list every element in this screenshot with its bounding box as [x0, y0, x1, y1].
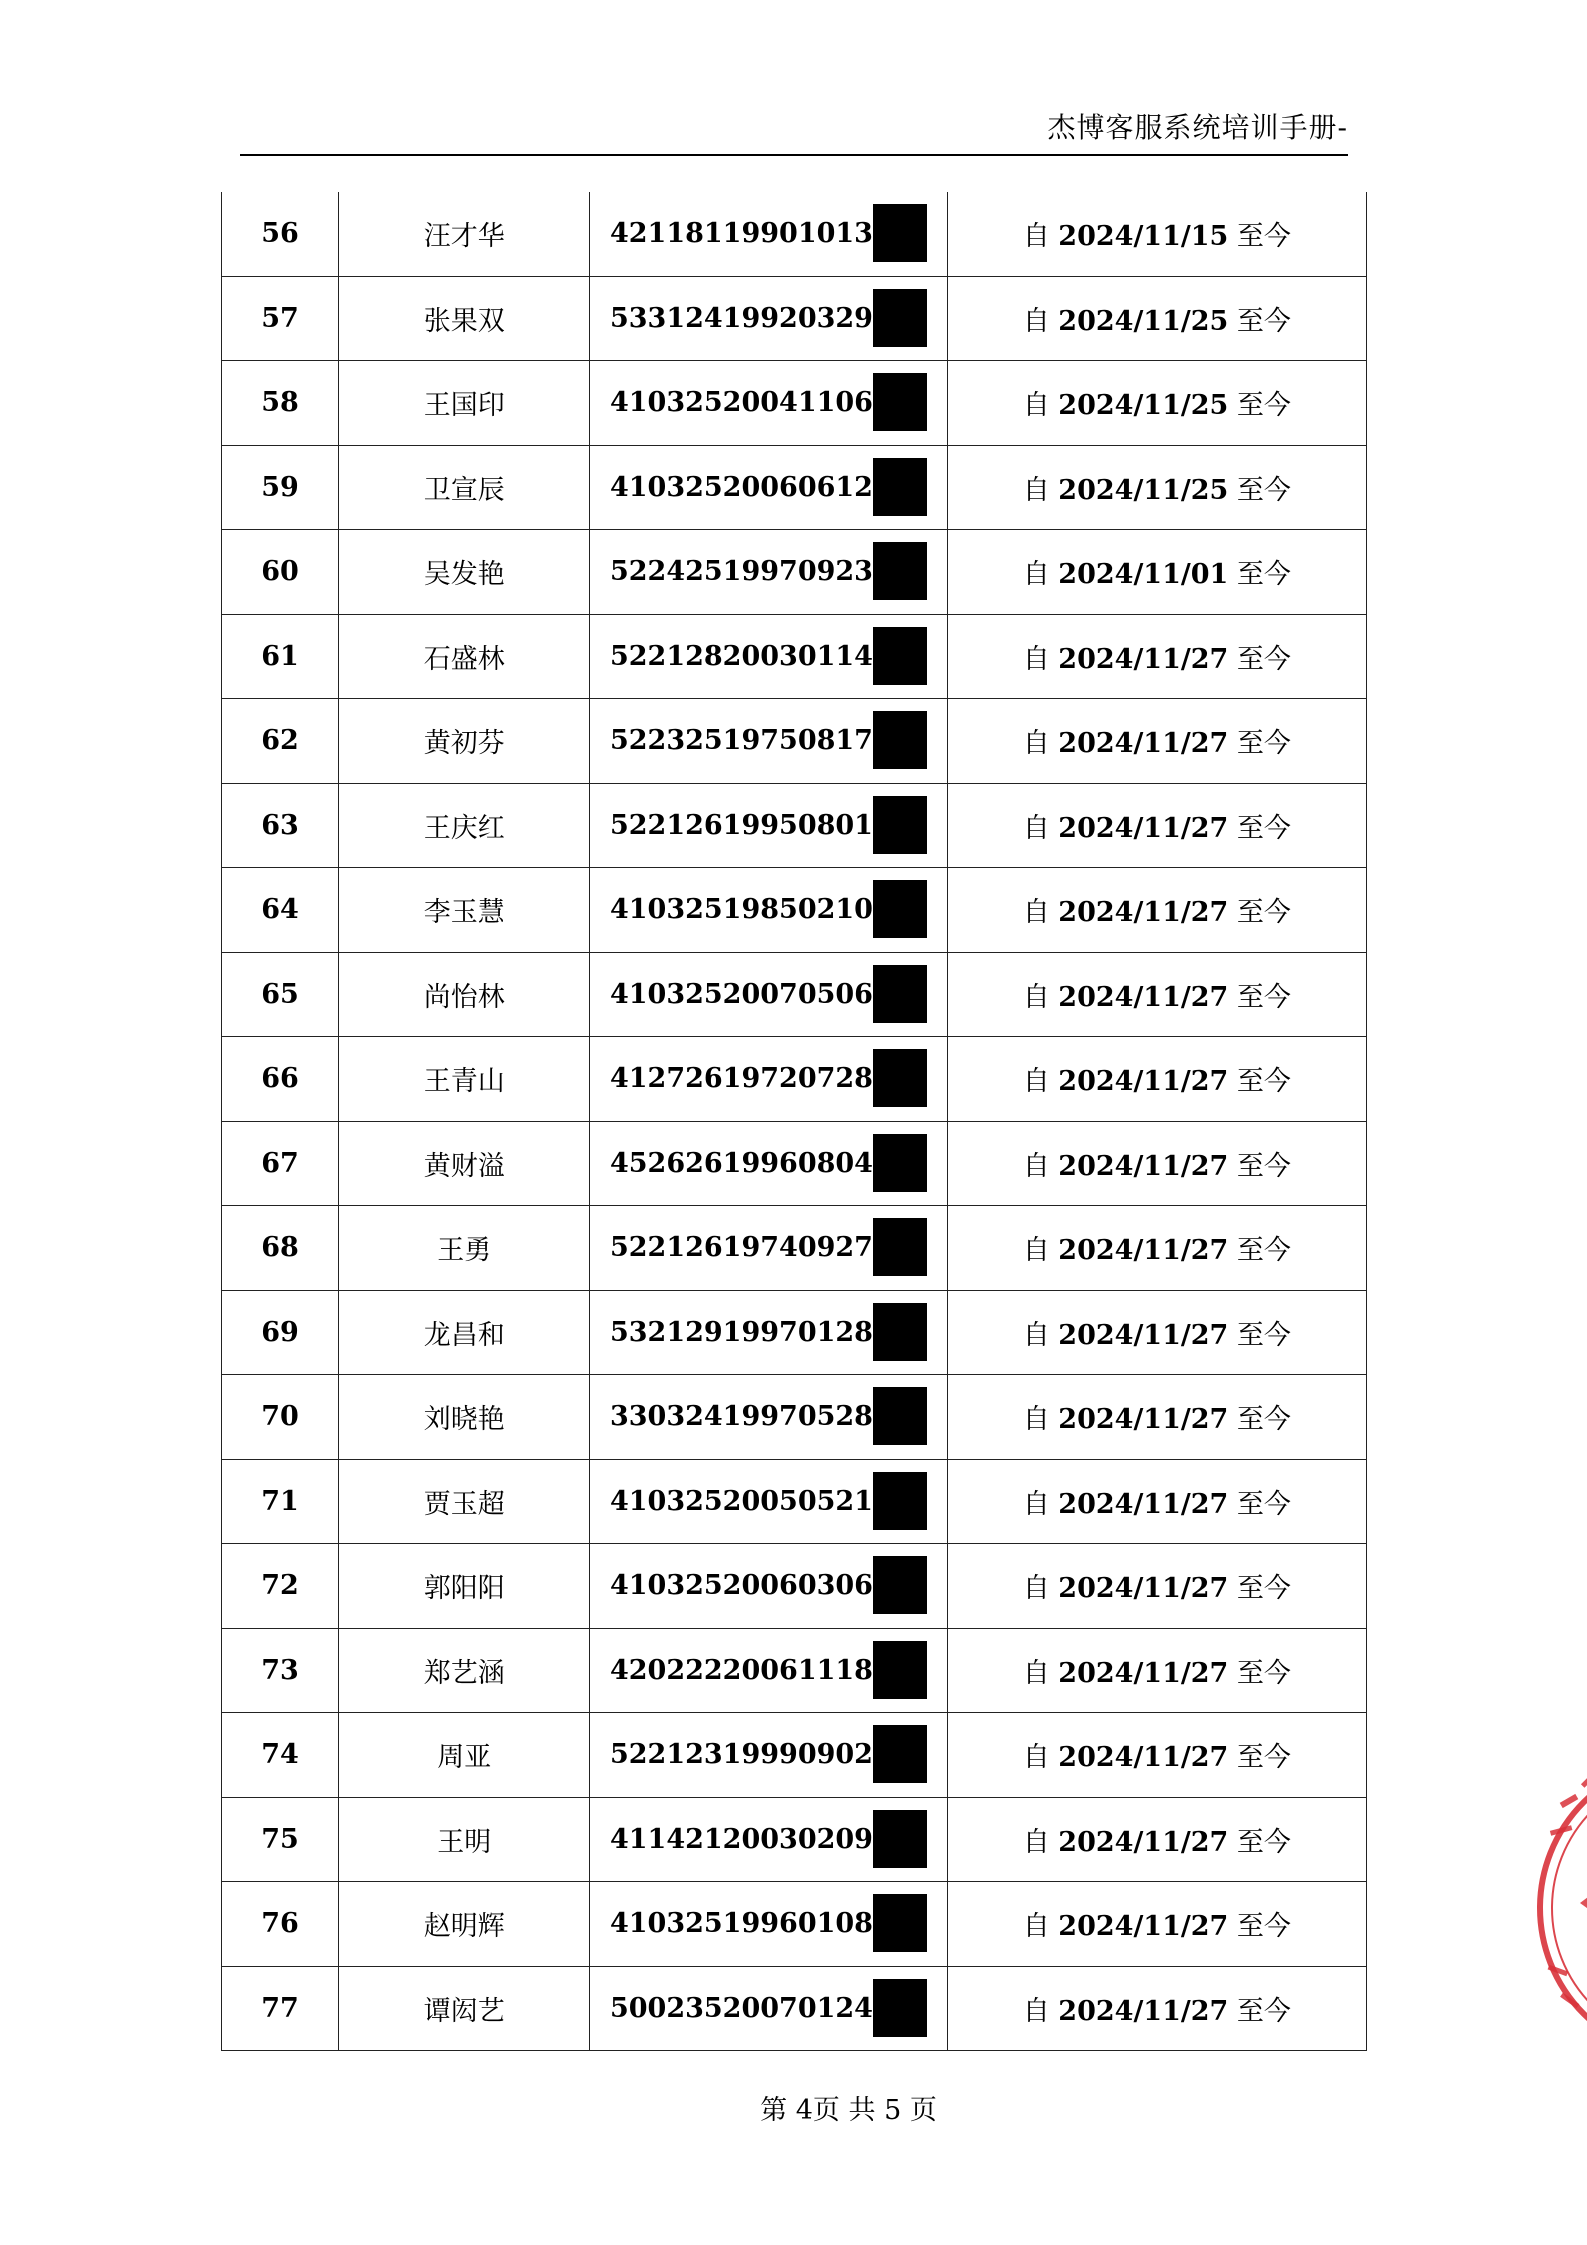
table-row: [222, 1206, 1367, 1291]
date-suffix: 至今: [1236, 1742, 1291, 1774]
row-number: 63: [222, 783, 339, 868]
date-suffix: 至今: [1236, 812, 1291, 844]
id-number-cell: [590, 530, 947, 615]
header-title: 杰博客服系统培训手册-: [1047, 111, 1348, 144]
employment-period: [947, 1375, 1366, 1460]
id-number-wrapper: [610, 1063, 927, 1094]
date-suffix: 至今: [1236, 1488, 1291, 1520]
employment-period: [947, 614, 1366, 699]
table-row: [222, 445, 1367, 530]
id-number-cell: [590, 1206, 947, 1291]
redaction-block: [873, 965, 927, 1023]
id-number-text: 52212820030114: [609, 640, 873, 672]
employment-period: [947, 1713, 1366, 1798]
id-number-wrapper: [610, 303, 927, 334]
start-date: 2024/11/27: [1058, 1150, 1229, 1182]
id-number-text: 41142120030209: [609, 1823, 873, 1855]
id-number-wrapper: [610, 1824, 927, 1855]
date-suffix: 至今: [1236, 981, 1291, 1013]
date-suffix: 至今: [1236, 1911, 1291, 1943]
redaction-block: [873, 1303, 927, 1361]
redaction-block: [873, 1810, 927, 1868]
redaction-block: [873, 1556, 927, 1614]
id-number-wrapper: [610, 387, 927, 418]
date-suffix: 至今: [1236, 221, 1291, 253]
start-date: 2024/11/27: [1058, 1657, 1229, 1689]
start-date: 2024/11/15: [1058, 221, 1229, 253]
employee-name: 李玉慧: [339, 868, 590, 953]
row-number: 60: [222, 530, 339, 615]
employee-name: 王青山: [339, 1037, 590, 1122]
employment-period: [947, 530, 1366, 615]
id-number-cell: [590, 1459, 947, 1544]
id-number-text: 52212319990902: [609, 1739, 873, 1771]
employment-period: [947, 192, 1366, 276]
table-row: [222, 1966, 1367, 2051]
row-number: 70: [222, 1375, 339, 1460]
date-suffix: 至今: [1236, 728, 1291, 760]
date-suffix: 至今: [1236, 1235, 1291, 1267]
date-suffix: 至今: [1236, 390, 1291, 422]
employment-period: [947, 699, 1366, 784]
id-number-text: 45262619960804: [609, 1147, 873, 1179]
date-prefix: 自: [1022, 643, 1050, 675]
start-date: 2024/11/25: [1058, 305, 1229, 337]
id-number-wrapper: [610, 1570, 927, 1601]
id-number-cell: [590, 614, 947, 699]
start-date: 2024/11/27: [1058, 1826, 1229, 1858]
id-number-cell: [590, 1882, 947, 1967]
table-row: [222, 530, 1367, 615]
id-number-text: 41032519960108: [609, 1908, 873, 1940]
redaction-block: [873, 204, 927, 262]
employee-name: 王国印: [339, 361, 590, 446]
id-number-cell: [590, 1375, 947, 1460]
redaction-block: [873, 1725, 927, 1783]
row-number: 66: [222, 1037, 339, 1122]
id-number-cell: [590, 1037, 947, 1122]
row-number: 76: [222, 1882, 339, 1967]
employee-name: 赵明辉: [339, 1882, 590, 1967]
start-date: 2024/11/27: [1058, 1404, 1229, 1436]
redaction-block: [873, 1979, 927, 2037]
employment-period: [947, 1037, 1366, 1122]
date-prefix: 自: [1022, 390, 1050, 422]
start-date: 2024/11/27: [1058, 812, 1229, 844]
date-suffix: 至今: [1236, 1319, 1291, 1351]
id-number-text: 41032520060612: [609, 471, 873, 503]
employee-name: 黄财溢: [339, 1121, 590, 1206]
row-number: 74: [222, 1713, 339, 1798]
id-number-cell: [590, 1628, 947, 1713]
table-row: [222, 1713, 1367, 1798]
table-row: [222, 699, 1367, 784]
row-number: 67: [222, 1121, 339, 1206]
employee-name: 贾玉超: [339, 1459, 590, 1544]
table-row: [222, 1882, 1367, 1967]
row-number: 77: [222, 1966, 339, 2051]
date-suffix: 至今: [1236, 1150, 1291, 1182]
id-number-cell: [590, 361, 947, 446]
row-number: 71: [222, 1459, 339, 1544]
date-suffix: 至今: [1236, 643, 1291, 675]
start-date: 2024/11/27: [1058, 1319, 1229, 1351]
employment-period: [947, 868, 1366, 953]
table-row: [222, 614, 1367, 699]
page-number-text: 第 4页 共 5 页: [760, 2095, 937, 2126]
redaction-block: [873, 796, 927, 854]
employee-name: 龙昌和: [339, 1290, 590, 1375]
date-prefix: 自: [1022, 305, 1050, 337]
start-date: 2024/11/27: [1058, 1235, 1229, 1267]
date-prefix: 自: [1022, 981, 1050, 1013]
employee-name: 卫宣辰: [339, 445, 590, 530]
table-row: [222, 1375, 1367, 1460]
id-number-wrapper: [610, 1486, 927, 1517]
id-number-text: 41032520070506: [609, 978, 873, 1010]
id-number-cell: [590, 868, 947, 953]
id-number-text: 53312419920329: [609, 302, 873, 334]
table-row: [222, 192, 1367, 276]
date-prefix: 自: [1022, 1911, 1050, 1943]
start-date: 2024/11/27: [1058, 1573, 1229, 1605]
id-number-wrapper: [610, 1232, 927, 1263]
employment-period: [947, 1459, 1366, 1544]
date-suffix: 至今: [1236, 1657, 1291, 1689]
date-suffix: 至今: [1236, 1995, 1291, 2027]
date-prefix: 自: [1022, 1995, 1050, 2027]
date-prefix: 自: [1022, 1742, 1050, 1774]
table-row: [222, 1290, 1367, 1375]
employee-name: 郭阳阳: [339, 1544, 590, 1629]
table-row: [222, 1037, 1367, 1122]
employee-table-body: [222, 192, 1367, 2051]
row-number: 69: [222, 1290, 339, 1375]
redaction-block: [873, 458, 927, 516]
id-number-cell: [590, 192, 947, 276]
date-prefix: 自: [1022, 1826, 1050, 1858]
id-number-cell: [590, 1121, 947, 1206]
date-prefix: 自: [1022, 1488, 1050, 1520]
id-number-wrapper: [610, 1148, 927, 1179]
id-number-wrapper: [610, 810, 927, 841]
date-suffix: 至今: [1236, 1404, 1291, 1436]
date-suffix: 至今: [1236, 1573, 1291, 1605]
date-prefix: 自: [1022, 728, 1050, 760]
employment-period: [947, 1966, 1366, 2051]
start-date: 2024/11/27: [1058, 643, 1229, 675]
redaction-block: [873, 542, 927, 600]
redaction-block: [873, 1894, 927, 1952]
id-number-text: 42022220061118: [609, 1654, 873, 1686]
redaction-block: [873, 880, 927, 938]
employment-period: [947, 1882, 1366, 1967]
id-number-cell: [590, 699, 947, 784]
id-number-text: 52212619950801: [609, 809, 873, 841]
id-number-text: 50023520070124: [609, 1992, 873, 2024]
id-number-cell: [590, 1797, 947, 1882]
id-number-text: 41032520050521: [609, 1485, 873, 1517]
employment-period: [947, 276, 1366, 361]
id-number-cell: [590, 1544, 947, 1629]
employee-name: 王明: [339, 1797, 590, 1882]
row-number: 57: [222, 276, 339, 361]
date-prefix: 自: [1022, 1150, 1050, 1182]
redaction-block: [873, 627, 927, 685]
date-prefix: 自: [1022, 1066, 1050, 1098]
id-number-cell: [590, 1966, 947, 2051]
start-date: 2024/11/25: [1058, 474, 1229, 506]
id-number-cell: [590, 276, 947, 361]
date-prefix: 自: [1022, 897, 1050, 929]
date-prefix: 自: [1022, 221, 1050, 253]
id-number-text: 53212919970128: [609, 1316, 873, 1348]
start-date: 2024/11/27: [1058, 1066, 1229, 1098]
row-number: 72: [222, 1544, 339, 1629]
employment-period: [947, 1290, 1366, 1375]
employment-period: [947, 1544, 1366, 1629]
redaction-block: [873, 373, 927, 431]
row-number: 59: [222, 445, 339, 530]
redaction-block: [873, 1218, 927, 1276]
id-number-cell: [590, 1290, 947, 1375]
date-suffix: 至今: [1236, 897, 1291, 929]
id-number-wrapper: [610, 1739, 927, 1770]
employee-name: 郑艺涵: [339, 1628, 590, 1713]
employee-name: 汪才华: [339, 192, 590, 276]
start-date: 2024/11/27: [1058, 1742, 1229, 1774]
employment-period: [947, 952, 1366, 1037]
redaction-block: [873, 711, 927, 769]
id-number-cell: [590, 783, 947, 868]
id-number-cell: [590, 952, 947, 1037]
employment-period: [947, 1206, 1366, 1291]
company-seal-stamp: [1520, 1738, 1587, 2078]
table-row: [222, 1459, 1367, 1544]
employment-period: [947, 1628, 1366, 1713]
row-number: 64: [222, 868, 339, 953]
start-date: 2024/11/27: [1058, 1911, 1229, 1943]
id-number-wrapper: [610, 1993, 927, 2024]
id-number-wrapper: [610, 1317, 927, 1348]
employee-table: [221, 192, 1367, 2051]
date-prefix: 自: [1022, 1657, 1050, 1689]
employee-name: 谭闳艺: [339, 1966, 590, 2051]
date-suffix: 至今: [1236, 559, 1291, 591]
employee-name: 石盛林: [339, 614, 590, 699]
row-number: 73: [222, 1628, 339, 1713]
date-prefix: 自: [1022, 812, 1050, 844]
redaction-block: [873, 1387, 927, 1445]
start-date: 2024/11/27: [1058, 728, 1229, 760]
row-number: 62: [222, 699, 339, 784]
row-number: 65: [222, 952, 339, 1037]
employee-name: 周亚: [339, 1713, 590, 1798]
date-prefix: 自: [1022, 474, 1050, 506]
date-prefix: 自: [1022, 1319, 1050, 1351]
date-prefix: 自: [1022, 1235, 1050, 1267]
table-row: [222, 1628, 1367, 1713]
redaction-block: [873, 289, 927, 347]
date-prefix: 自: [1022, 1404, 1050, 1436]
table-row: [222, 1121, 1367, 1206]
id-number-wrapper: [610, 894, 927, 925]
page-footer: [0, 2088, 1587, 2127]
row-number: 56: [222, 192, 339, 276]
table-row: [222, 868, 1367, 953]
id-number-wrapper: [610, 979, 927, 1010]
start-date: 2024/11/01: [1058, 559, 1229, 591]
employee-name: 尚怡林: [339, 952, 590, 1037]
id-number-text: 33032419970528: [609, 1401, 873, 1433]
start-date: 2024/11/27: [1058, 1995, 1229, 2027]
start-date: 2024/11/27: [1058, 981, 1229, 1013]
table-row: [222, 1544, 1367, 1629]
start-date: 2024/11/27: [1058, 897, 1229, 929]
employee-name: 王庆红: [339, 783, 590, 868]
date-suffix: 至今: [1236, 474, 1291, 506]
redaction-block: [873, 1641, 927, 1699]
id-number-wrapper: [610, 1908, 927, 1939]
table-row: [222, 361, 1367, 446]
id-number-wrapper: [610, 472, 927, 503]
date-prefix: 自: [1022, 559, 1050, 591]
redaction-block: [873, 1049, 927, 1107]
id-number-text: 42118119901013: [609, 218, 873, 250]
id-number-wrapper: [610, 1655, 927, 1686]
row-number: 68: [222, 1206, 339, 1291]
id-number-text: 52232519750817: [609, 725, 873, 757]
row-number: 75: [222, 1797, 339, 1882]
id-number-text: 41032520041106: [609, 387, 873, 419]
id-number-text: 52242519970923: [609, 556, 873, 588]
redaction-block: [873, 1134, 927, 1192]
employment-period: [947, 361, 1366, 446]
id-number-text: 41032520060306: [609, 1570, 873, 1602]
id-number-wrapper: [610, 641, 927, 672]
id-number-wrapper: [610, 218, 927, 249]
id-number-text: 52212619740927: [609, 1232, 873, 1264]
table-row: [222, 1797, 1367, 1882]
id-number-cell: [590, 445, 947, 530]
date-prefix: 自: [1022, 1573, 1050, 1605]
id-number-wrapper: [610, 725, 927, 756]
redaction-block: [873, 1472, 927, 1530]
employee-name: 王勇: [339, 1206, 590, 1291]
id-number-text: 41032519850210: [609, 894, 873, 926]
employment-period: [947, 1121, 1366, 1206]
row-number: 58: [222, 361, 339, 446]
start-date: 2024/11/25: [1058, 390, 1229, 422]
table-row: [222, 952, 1367, 1037]
id-number-cell: [590, 1713, 947, 1798]
page-header: [240, 108, 1348, 156]
employment-period: [947, 783, 1366, 868]
employee-name: 刘晓艳: [339, 1375, 590, 1460]
id-number-wrapper: [610, 556, 927, 587]
date-suffix: 至今: [1236, 1826, 1291, 1858]
employment-period: [947, 1797, 1366, 1882]
employee-name: 黄初芬: [339, 699, 590, 784]
employee-name: 吴发艳: [339, 530, 590, 615]
id-number-wrapper: [610, 1401, 927, 1432]
date-suffix: 至今: [1236, 1066, 1291, 1098]
employee-name: 张果双: [339, 276, 590, 361]
start-date: 2024/11/27: [1058, 1488, 1229, 1520]
table-row: [222, 783, 1367, 868]
date-suffix: 至今: [1236, 305, 1291, 337]
id-number-text: 41272619720728: [609, 1063, 873, 1095]
row-number: 61: [222, 614, 339, 699]
table-row: [222, 276, 1367, 361]
employment-period: [947, 445, 1366, 530]
